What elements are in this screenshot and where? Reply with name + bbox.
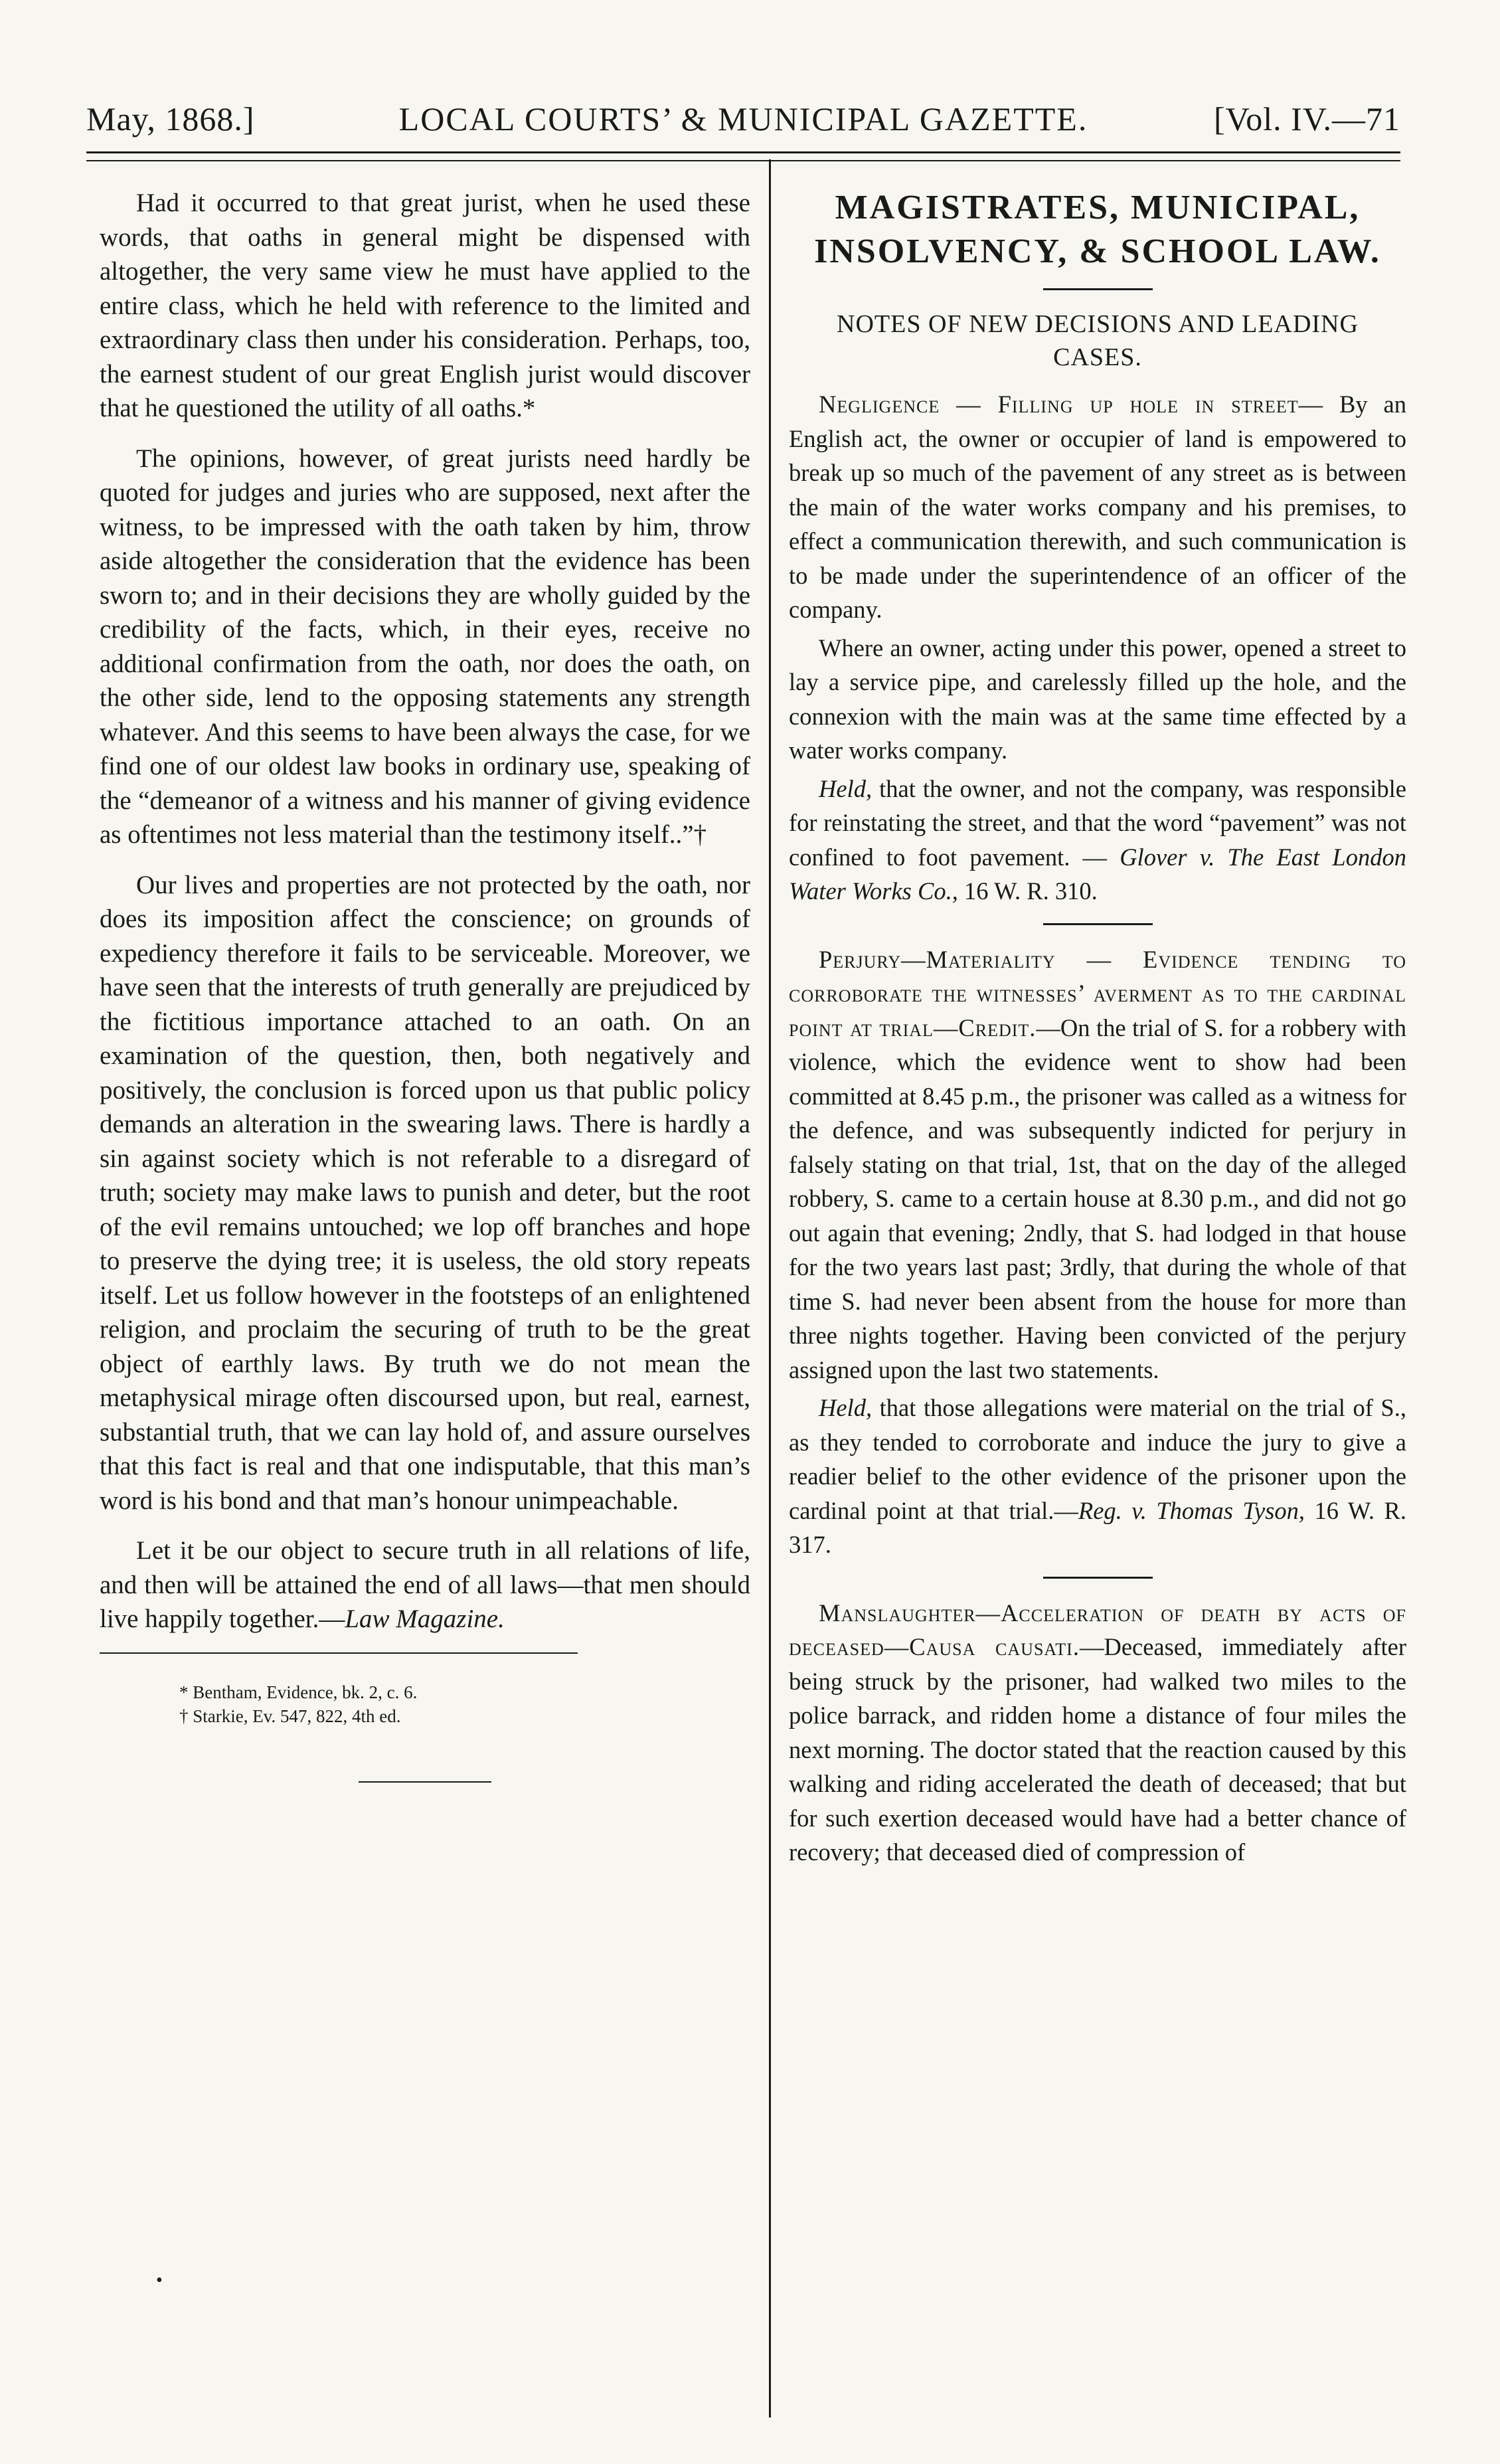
case-2-citation-ref: 16 W. R. 317. — [789, 1496, 1406, 1558]
closing-source: Law Magazine. — [345, 1605, 505, 1633]
case-1-opening-text: By an English act, the owner or occupier of land is empowered to break up so much of the pavement of any street as is between the main of the water works company and his premises, to effect a communication therewith, and such communication is to be made under the superintendence of an officer of the company. — [789, 391, 1406, 623]
left-column — [100, 186, 750, 1783]
column-divider — [769, 159, 771, 2418]
case-1-held — [789, 772, 1406, 909]
page-header — [86, 100, 1400, 146]
header-title: LOCAL COURTS’ & MUNICIPAL GAZETTE. — [398, 100, 1088, 137]
left-closing-paragraph — [100, 1534, 750, 1636]
case-2-held — [789, 1391, 1406, 1562]
header-date: May, 1868.] — [86, 100, 255, 137]
header-volume: [Vol. IV.—71 — [1213, 100, 1400, 137]
case-2-citation-name: Reg. v. Thomas Tyson, — [1078, 1496, 1305, 1524]
case-3-opening — [789, 1596, 1406, 1870]
section-subtitle: NOTES OF NEW DECISIONS AND LEADING CASES. — [837, 310, 1359, 371]
case-2-heading: Perjury—Materiality — Evidence tending to corroborate the witnesses’ averment as to the cardinal point at trial—Credit. — [789, 945, 1406, 1041]
case-2-opening — [789, 942, 1406, 1387]
case-1-citation-name: Glover v. The East London Water Works Co., — [789, 843, 1406, 905]
case-3-opening-text: —Deceased, immediately after being struck by the prisoner, had walked two miles to the police barrack, and ridden home a distance of four miles the next morning. The doctor stated that the reaction caused by this walking and riding accelerated the death of deceased; that but for such exertion deceased would have had a better chance of recovery; that deceased died of compression of — [789, 1633, 1406, 1866]
case-2-held-label: Held, — [819, 1394, 873, 1421]
case-separator-2 — [1043, 1577, 1153, 1579]
case-2-opening-text: —On the trial of S. for a robbery with violence, which the evidence went to show had been committed at 8.45 p.m., the prisoner was called as a witness for the defence, and was subsequently indicted for perjury in falsely stating on that trial, 1st, that on the day of the alleged robbery, S. came to a certain house at 8.30 p.m., and did not go out again that evening; 2ndly, that S. had lodged in that house for the two years last past; 3rdly, that during the whole of that time S. had never been absent from the house for more than three nights together. Having been convicted of the perjury assigned upon the last two statements. — [789, 1013, 1407, 1383]
header-double-rule — [86, 151, 1400, 161]
left-paragraph-3: Our lives and properties are not protected by the oath, nor does its imposition affect the conscience; on grounds of expediency therefore it fails to be serviceable. Moreover, we have seen that the interests of truth generally are prejudiced by the fictitious importance attached to an oath. On an examination of the question, then, both negatively and positively, the conclusion is forced upon us that public policy demands an alteration in the swearing laws. There is hardly a sin against society which is not referable to a disregard of truth; society may make laws to punish and deter, but the root of the evil remains untouched; we lop off branches and hope to preserve the dying tree; it is useless, the old story repeats itself. Let us follow however in the footsteps of an enlightened religion, and proclaim the securing of truth to be the great object of earthly laws. By truth we do not mean the metaphysical mirage often discoursed upon, but real, earnest, substantial truth, that we can lay hold of, and assure ourselves that this fact is real and that one indisputable, that this man’s word is his bond and that man’s honour unimpeachable. — [100, 870, 750, 1515]
left-paragraph-1: Had it occurred to that great jurist, when he used these words, that oaths in general might be dispensed with altogether, the very same view he must have applied to the entire class, which he held with reference to the limited and extraordinary class then under his consideration. Perhaps, too, the earnest student of our great English jurist would discover that he questioned the utility of all oaths.* — [100, 189, 750, 422]
case-1-held-label: Held, — [819, 774, 873, 802]
right-column — [789, 186, 1406, 1874]
case-2-held-text: that those allegations were material on the trial of S., as they tended to corroborate and induce the jury to give a readier belief to the other evidence of the prisoner upon the cardinal point at that trial.— — [789, 1394, 1406, 1524]
case-1-facts: Where an owner, acting under this power, opened a street to lay a service pipe, and carelessly filled up the hole, and the connexion with the main was at the same time effected by a water works company. — [789, 634, 1406, 764]
left-bottom-rule — [359, 1781, 491, 1783]
footnote-rule — [100, 1652, 578, 1654]
case-1-opening — [789, 387, 1406, 627]
footnote-2: † Starkie, Ev. 547, 822, 4th ed. — [179, 1706, 401, 1726]
footnote-1: * Bentham, Evidence, bk. 2, c. 6. — [179, 1682, 418, 1702]
section-title: MAGISTRATES, MUNICIPAL, INSOLVENCY, & SCHOOL LAW. — [814, 189, 1381, 270]
title-rule — [1043, 288, 1153, 290]
case-1-held-text: that the owner, and not the company, was responsible for reinstating the street, and that the word “pavement” was not confined to foot pavement. — — [789, 774, 1406, 871]
stray-mark: • — [156, 2270, 163, 2291]
case-1-heading: Negligence — Filling up hole in street— — [819, 391, 1324, 418]
case-3-heading: Manslaughter—Acceleration of death by acts of deceased—Causa causati. — [789, 1599, 1406, 1660]
case-1-citation-ref: 16 W. R. 310. — [958, 877, 1098, 905]
left-paragraph-2: The opinions, however, of great jurists need hardly be quoted for judges and juries who are supposed, next after the witness, to be impressed with the oath taken by him, throw aside altogether the consideration that the evidence has been sworn to; and in their decisions they are wholly guided by the credibility of the facts, which, in their eyes, receive no additional confirmation from the oath, nor does the oath, on the other side, lend to the opposing statements any strength whatever. And this seems to have been always the case, for we find one of our oldest law books in ordinary use, speaking of the “demeanor of a witness and his manner of giving evidence as oftentimes not less material than the testimony itself..”† — [100, 444, 750, 849]
case-separator-1 — [1043, 923, 1153, 925]
closing-text: Let it be our object to secure truth in all relations of life, and then will be attained the end of all laws—that men should live happily together.— — [100, 1536, 750, 1633]
